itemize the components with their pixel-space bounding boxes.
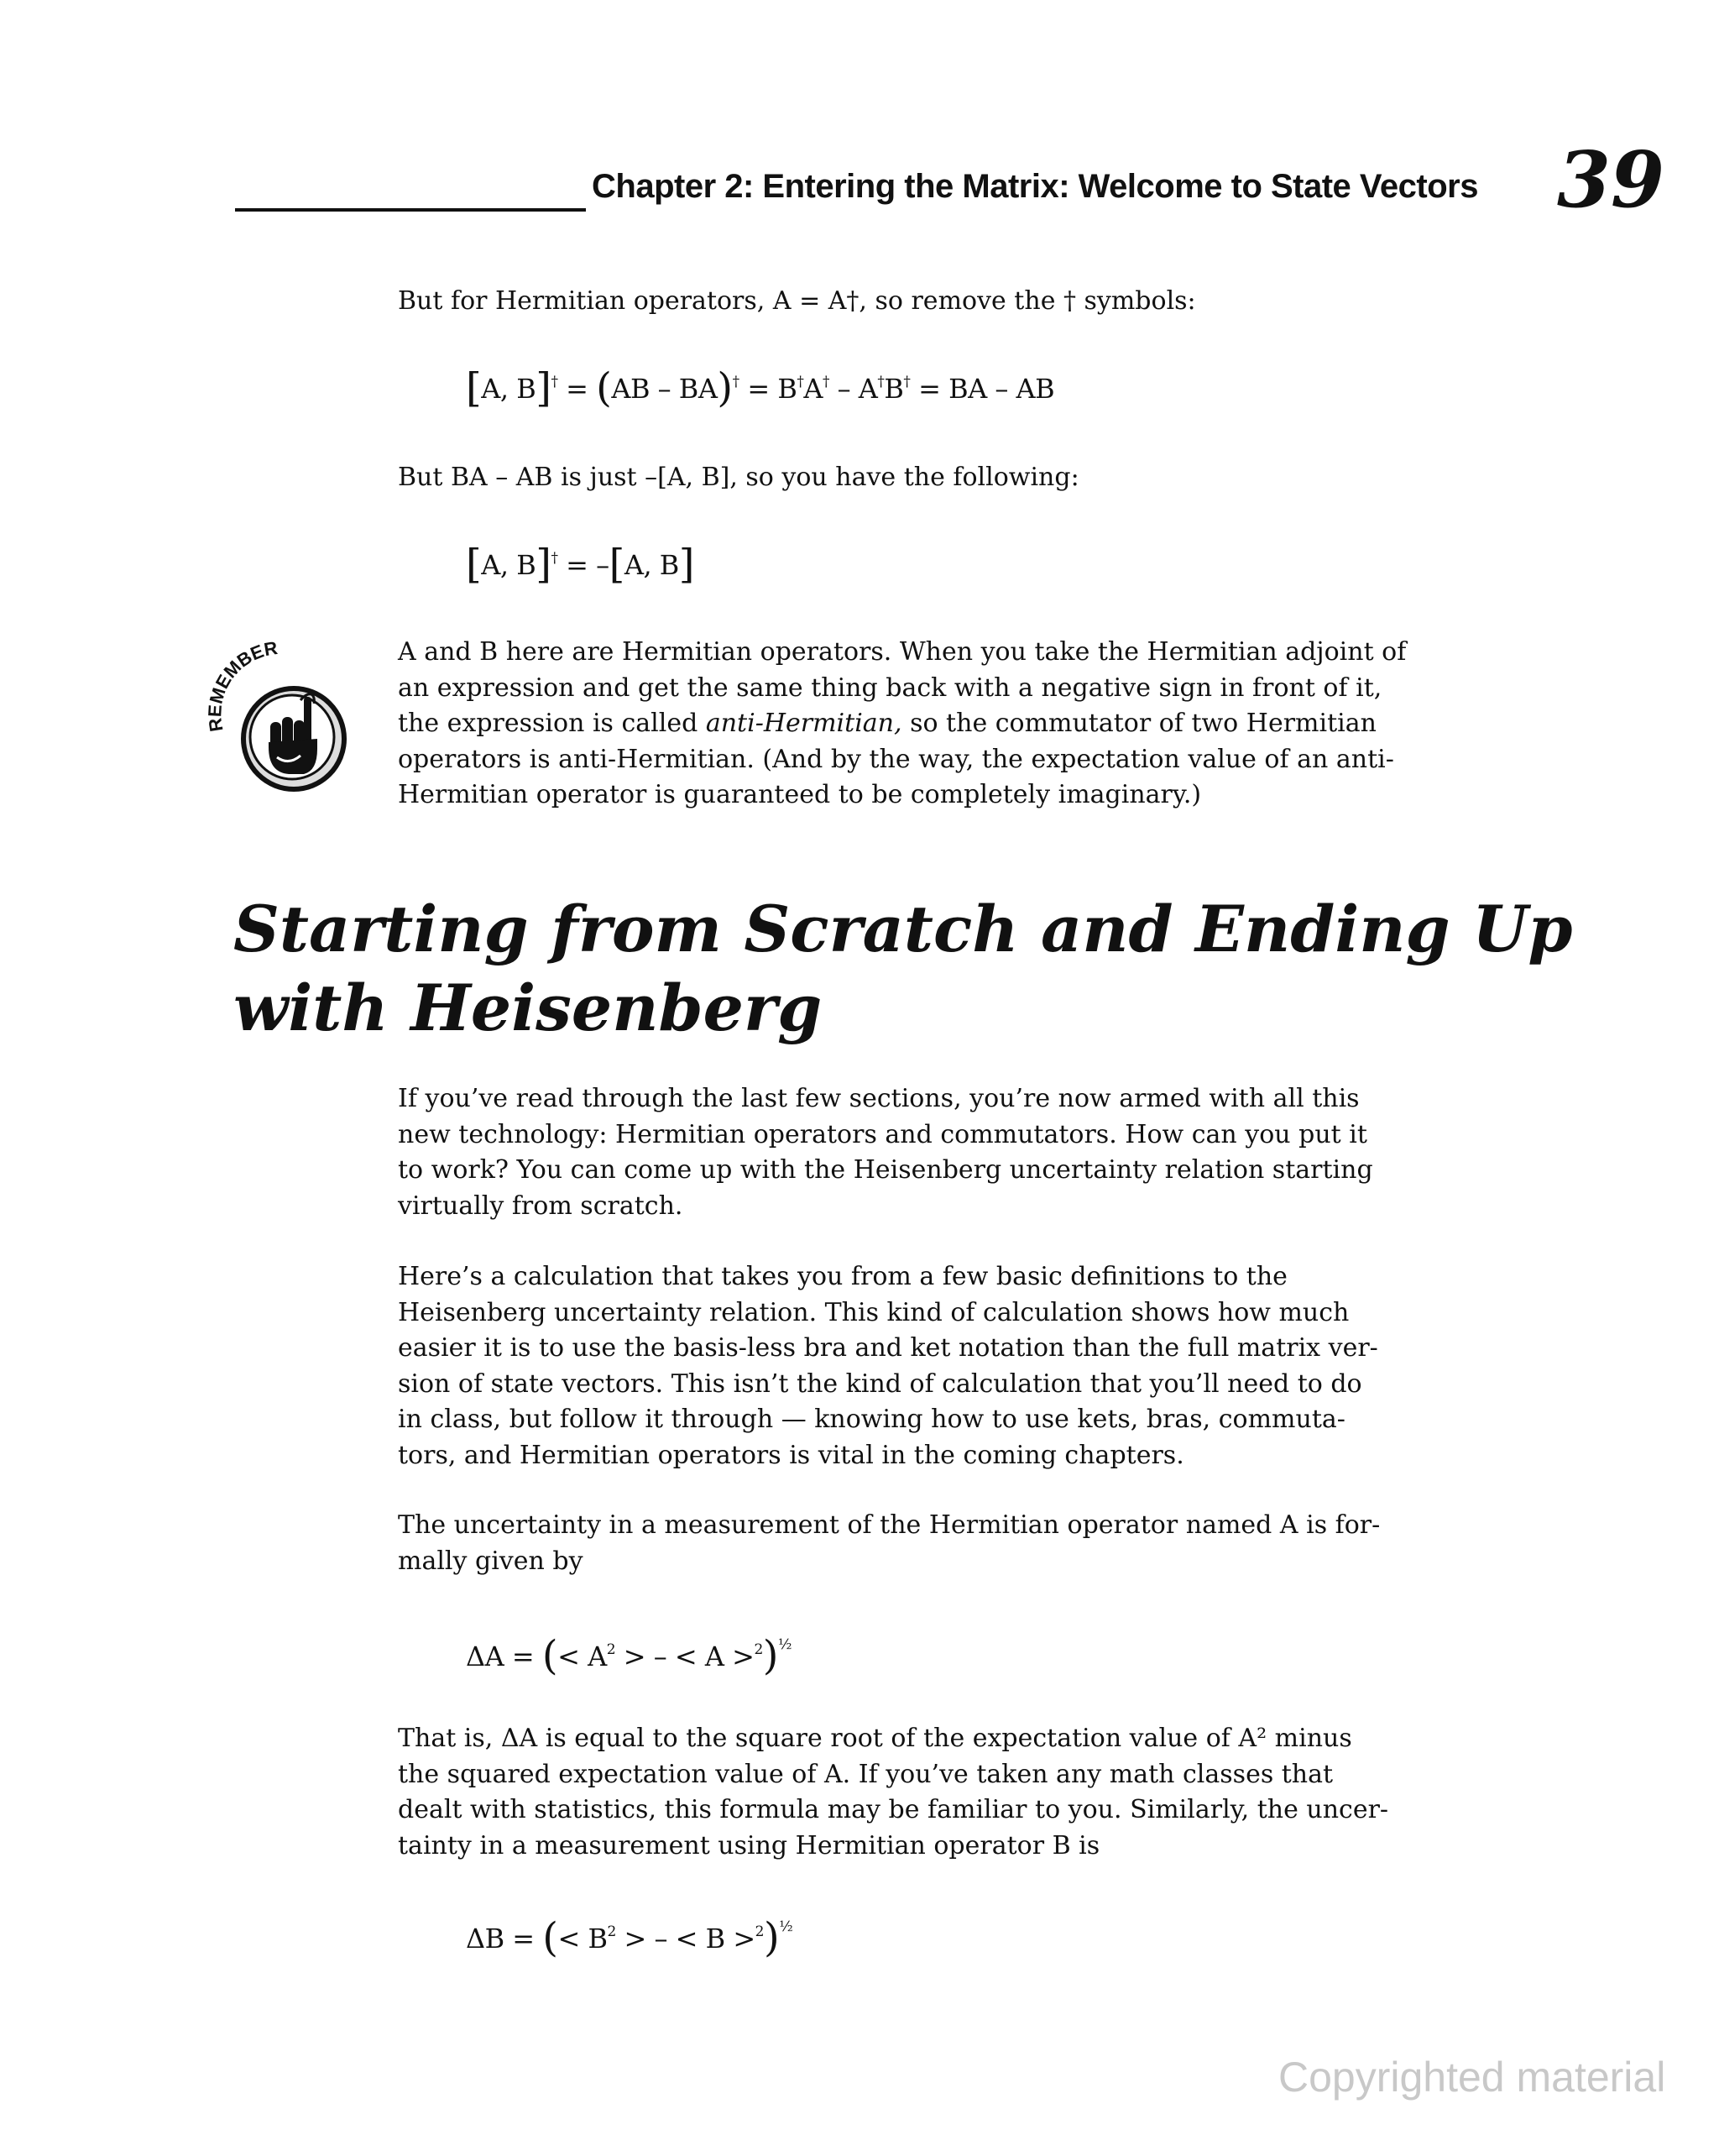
calc-line-3: easier it is to use the basis-less bra and ket notation than the full matrix ver- [398, 1333, 1378, 1363]
equation-anti-hermitian: [A, B]† = –[A, B] [466, 541, 695, 588]
running-header: Chapter 2: Entering the Matrix: Welcome to State Vectors [592, 168, 1478, 205]
uncertainty-line-2: mally given by [398, 1546, 583, 1576]
intro-line-2: new technology: Hermitian operators and commutators. How can you put it [398, 1119, 1367, 1149]
page-number: 39 [1557, 134, 1665, 225]
section-heading-line-1: Starting from Scratch and Ending Up [233, 892, 1573, 966]
uncertainty-line-1: The uncertainty in a measurement of the Hermitian operator named A is for- [398, 1510, 1381, 1540]
remember-line-4: operators is anti-Hermitian. (And by the way, the expectation value of an anti- [398, 744, 1394, 774]
calc-line-2: Heisenberg uncertainty relation. This kind of calculation shows how much [398, 1297, 1350, 1327]
section-heading [233, 890, 1573, 1048]
that-is-line-4: tainty in a measurement using Hermitian operator B is [398, 1830, 1100, 1860]
intro-line-4: virtually from scratch. [398, 1191, 683, 1221]
that-is-line-2: the squared expectation value of A. If you’ve taken any math classes that [398, 1759, 1334, 1789]
that-is-paragraph [398, 1721, 1489, 1864]
remember-line-3-end: so the commutator of two Hermitian [901, 709, 1377, 738]
intro-line-3: to work? You can come up with the Heisenberg uncertainty relation starting [398, 1155, 1373, 1185]
remember-line-3-start: the expression is called [398, 709, 706, 738]
equation-delta-b: ΔB = (< $B^2$ > – < B >$^2$)$^{\frac{1}{2}}$ [466, 1914, 793, 1961]
equation-adjoint-commutator: [A, B]† = (AB – BA)† = B†A† – A†B† = BA – AB [466, 364, 1055, 411]
remember-line-1: A and B here are Hermitian operators. When you take the Hermitian adjoint of [398, 637, 1407, 667]
that-is-line-3: dealt with statistics, this formula may be familiar to you. Similarly, the uncer- [398, 1795, 1389, 1824]
anti-hermitian-term: anti-Hermitian, [705, 709, 902, 738]
remember-line-5: Hermitian operator is guaranteed to be completely imaginary.) [398, 780, 1202, 809]
uncertainty-paragraph [398, 1508, 1489, 1579]
remember-icon [201, 631, 361, 799]
calc-line-5: in class, but follow it through — knowing how to use kets, bras, commuta- [398, 1405, 1345, 1434]
remember-line-3 [398, 706, 1489, 742]
paragraph-hermitian-intro: But for Hermitian operators, A = A†, so remove the † symbols: [398, 286, 1196, 316]
calculation-paragraph [398, 1259, 1489, 1473]
remember-paragraph [398, 635, 1489, 814]
remember-line-2: an expression and get the same thing back with a negative sign in front of it, [398, 672, 1382, 703]
calc-line-4: sion of state vectors. This isn’t the kind of calculation that you’ll need to do [398, 1368, 1362, 1399]
calc-line-6: tors, and Hermitian operators is vital in the coming chapters. [398, 1440, 1184, 1470]
remember-label: REMEMBER [204, 636, 280, 734]
calc-line-1: Here’s a calculation that takes you from a few basic definitions to the [398, 1262, 1288, 1291]
that-is-line-1: That is, ΔA is equal to the square root of the expectation value of A² minus [398, 1724, 1352, 1753]
section-heading-line-2: with Heisenberg [233, 971, 823, 1045]
paragraph-ba-ab: But BA – AB is just –[A, B], so you have the following: [398, 463, 1079, 492]
intro-line-1: If you’ve read through the last few sections, you’re now armed with all this [398, 1084, 1360, 1113]
copyright-watermark: Copyrighted material [1278, 2054, 1666, 2101]
header-rule [235, 208, 586, 212]
equation-delta-a: ΔA = (< $A^2$ > – < A >$^2$)$^{\frac{1}{2}}$ [466, 1632, 792, 1679]
intro-paragraph [398, 1081, 1489, 1224]
